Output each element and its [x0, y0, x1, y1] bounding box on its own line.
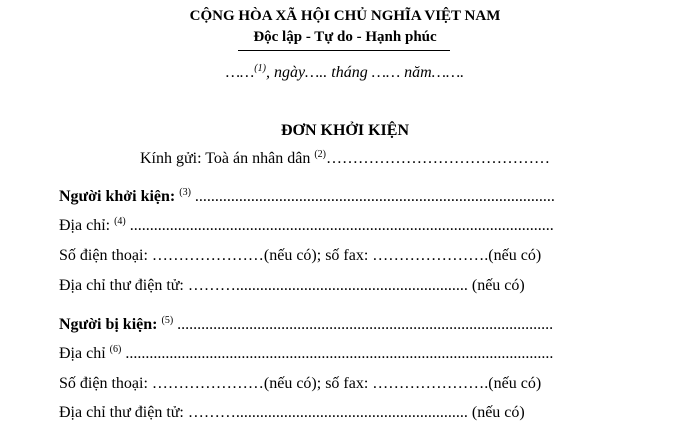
- plaintiff-address-fill: ..........................................................................................................: [125, 217, 554, 234]
- plaintiff-email-line: Địa chỉ thư điện tử: ……….......................................................... (nếu có): [59, 277, 525, 294]
- defendant-name-line: [59, 316, 553, 334]
- footnote-3: (3): [179, 187, 191, 198]
- footnote-5: (5): [161, 315, 174, 326]
- date-line: [0, 64, 690, 82]
- national-header: CỘNG HÒA XÃ HỘI CHỦ NGHĨA VIỆT NAM: [189, 8, 501, 24]
- plaintiff-label: Người khởi kiện:: [59, 188, 176, 205]
- footnote-6: (6): [109, 344, 122, 355]
- addressee-label: Kính gửi: Toà án nhân dân: [139, 150, 315, 167]
- date-place-blank: ……: [225, 64, 255, 81]
- addressee-line: [0, 150, 690, 168]
- footnote-2: (2): [314, 149, 326, 160]
- national-motto: Độc lập - Tự do - Hạnh phúc: [253, 29, 437, 45]
- plaintiff-address-label: Địa chỉ:: [59, 217, 115, 234]
- addressee-fill: ……………………………………: [326, 150, 550, 167]
- plaintiff-name-line: [59, 188, 555, 206]
- plaintiff-address-line: [59, 217, 554, 235]
- plaintiff-phone-line: Số điện thoại: …………………(nếu có); số fax: ………………….(nếu có): [59, 247, 542, 264]
- motto-underline: [238, 50, 450, 51]
- defendant-label: Người bị kiện:: [59, 316, 158, 333]
- footnote-1: (1): [254, 63, 266, 74]
- defendant-address-fill: ...........................................................................................................: [121, 345, 554, 362]
- defendant-address-line: [59, 345, 553, 363]
- defendant-address-label: Địa chỉ: [59, 345, 110, 362]
- footnote-4: (4): [114, 216, 126, 227]
- defendant-email-line: Địa chỉ thư điện tử: ……….......................................................... (nếu có): [59, 404, 525, 421]
- date-text: , ngày….. tháng …… năm…….: [265, 64, 465, 81]
- defendant-phone-line: Số điện thoại: …………………(nếu có); số fax: ………………….(nếu có): [59, 375, 542, 392]
- defendant-name-fill: ..............................................................................................: [173, 316, 554, 333]
- document-title: ĐƠN KHỞI KIỆN: [280, 122, 409, 139]
- plaintiff-name-fill: ..........................................................................................: [190, 188, 555, 205]
